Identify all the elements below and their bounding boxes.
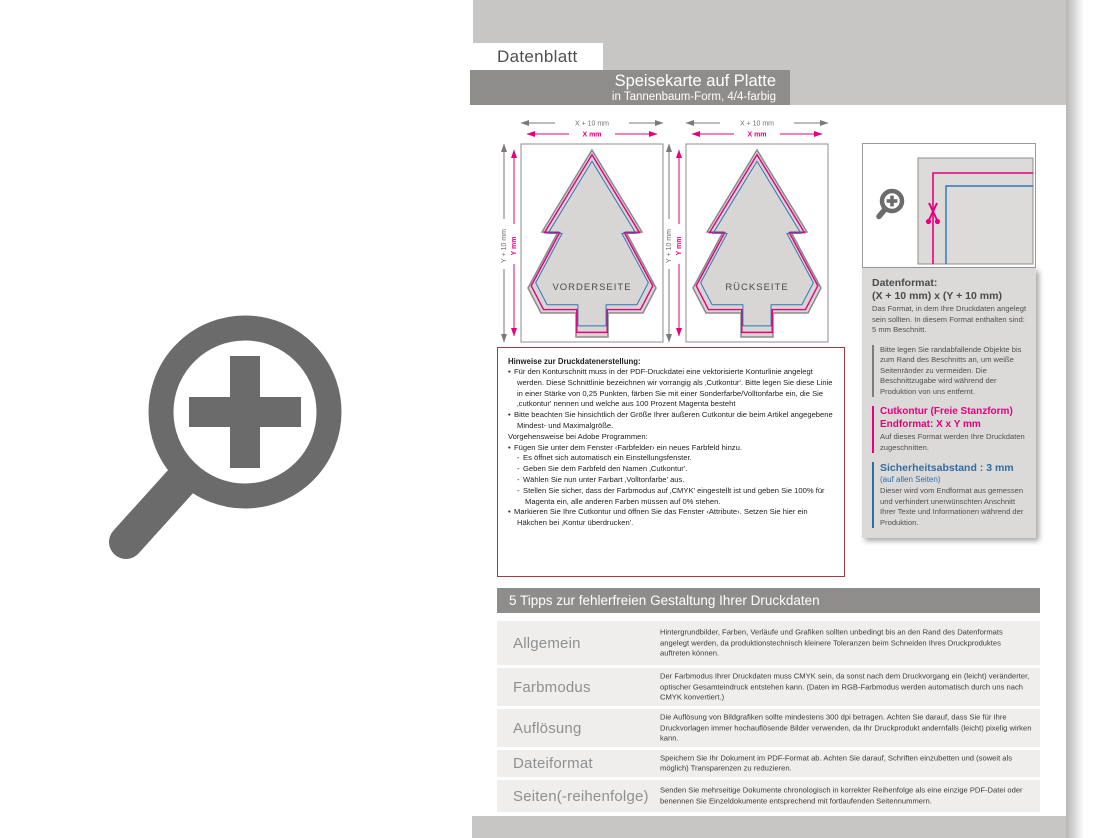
datenformat-formula: (X + 10 mm) x (Y + 10 mm): [872, 290, 1002, 302]
bullet: •: [508, 410, 511, 420]
note-text: Bitte beachten Sie hinsichtlich der Größe Ihrer äußeren Cutkontur die beim Artikel angegebene Mindest- und Maximalgröße.: [514, 410, 833, 430]
tip-row-seitenreihenfolge: [497, 780, 1040, 812]
tip-label: Farbmodus: [513, 678, 591, 696]
notes-title: Hinweise zur Druckdatenerstellung:: [508, 357, 641, 366]
tip-text: Speichern Sie Ihr Dokument im PDF-Format ab. Achten Sie darauf, Schriften einzubetten und (soweit als möglich) Transparenzen zu reduzieren.: [660, 753, 1013, 773]
note-line: [508, 432, 834, 443]
note-text: Wählen Sie nun unter Farbart ‚Volltonfarbe' aus.: [523, 474, 685, 484]
dim-outer-height-label: Y + 10 mm: [666, 229, 673, 263]
tab-datenblatt[interactable]: Datenblatt: [487, 43, 603, 70]
front-diagram: [497, 116, 667, 353]
tip-label: Auflösung: [513, 719, 582, 737]
cutkontur-body: Auf dieses Format werden Ihre Druckdaten zugeschnitten.: [880, 432, 1025, 452]
tip-text: Die Auflösung von Bildgrafiken sollte mindestens 300 dpi betragen. Achten Sie darauf, dass Sie für Ihre Druckvorlagen immer hochauflösende Bilder verwenden, da Ihr Druckprodukt andernfalls (leicht) pixelig wirken kann.: [660, 712, 1032, 743]
tree-shape-front: [528, 150, 656, 337]
tip-label: Dateiformat: [513, 755, 593, 772]
note-text: Stellen Sie sicher, dass der Farbmodus auf ‚CMYK' eingestellt ist und geben Sie 100% für Magenta ein, alle anderen Farben müssen auf 0% stehen.: [523, 485, 825, 506]
note-text: Vorgehensweise bei Adobe Programmen:: [508, 431, 648, 441]
note-line: [508, 410, 834, 432]
tip-row-allgemein: [497, 621, 1040, 665]
note-text: Geben Sie dem Farbfeld den Namen ‚Cutkontur'.: [523, 464, 688, 474]
bullet: •: [508, 442, 511, 452]
bullet: -: [517, 474, 520, 484]
tips-section-header: 5 Tipps zur fehlerfreien Gestaltung Ihrer Druckdaten: [497, 588, 1040, 613]
dim-inner-height-label: Y mm: [511, 236, 518, 256]
bleed-note-section: [872, 345, 1028, 398]
note-line: [508, 453, 834, 464]
note-line: [508, 486, 834, 508]
magnifier-plus-icon: [90, 290, 370, 590]
note-line: [508, 464, 834, 475]
dim-outer-width-label: X + 10 mm: [739, 120, 775, 128]
dim-inner-height-label: Y mm: [676, 236, 683, 256]
datenformat-section: [872, 277, 1028, 336]
corner-detail-box: [862, 143, 1036, 268]
magnifier-plus-icon: [879, 191, 902, 217]
datenformat-title: Datenformat:: [872, 277, 938, 289]
note-text: Es öffnet sich automatisch ein Einstellungsfenster.: [523, 453, 692, 463]
bullet: -: [517, 453, 520, 463]
safety-subtitle: (auf allen Seiten): [880, 475, 941, 484]
tree-shape-back: [693, 150, 821, 337]
safety-section: [872, 462, 1028, 528]
print-data-notes-box: [497, 347, 845, 577]
note-text: Fügen Sie unter dem Fenster ‹Farbfelder› ein neues Farbfeld hinzu.: [514, 442, 742, 452]
page-subtitle: in Tannenbaum-Form, 4/4-farbig: [611, 91, 776, 103]
bullet: -: [517, 464, 520, 474]
footer-bar: [472, 816, 1066, 838]
tip-text: Hintergrundbilder, Farben, Verläufe und Grafiken sollten unbedingt bis an den Rand des Datenformats angelegt werden, da produktionstechnisch kleinere Toleranzen beim Schneiden Ihres Druckproduktes auftreten können.: [660, 627, 1003, 658]
note-line: [508, 367, 834, 410]
bullet: •: [508, 507, 511, 517]
tip-label: Allgemein: [513, 634, 581, 652]
tip-row-farbmodus: [497, 668, 1040, 706]
safety-title: Sicherheitsabstand : 3 mm: [880, 462, 1014, 474]
front-side-label: VORDERSEITE: [552, 282, 632, 293]
header-band: [790, 70, 1066, 105]
cutkontur-subtitle: Endformat: X x Y mm: [880, 418, 981, 430]
datasheet-page: [470, 0, 1066, 838]
page-title: Speisekarte auf Platte: [614, 72, 776, 90]
bullet: •: [508, 367, 511, 376]
back-side-label: RÜCKSEITE: [725, 282, 789, 293]
tip-row-aufloesung: [497, 709, 1040, 747]
dim-outer-width-label: X + 10 mm: [574, 120, 610, 128]
note-line: [508, 443, 834, 454]
note-text: Markieren Sie Ihre Cutkontur und öffnen Sie das Fenster ‹Attribute›. Setzen Sie hier ein Häkchen bei ‚Kontur überdrucken'.: [514, 507, 808, 528]
tip-label: Seiten(-reihenfolge): [513, 787, 649, 805]
datenformat-body: Das Format, in dem Ihre Druckdaten angelegt sein sollten. In diesem Format enthalten sind: 5 mm Beschnitt.: [872, 304, 1027, 334]
note-line: [508, 507, 834, 529]
dim-inner-width-label: X mm: [582, 131, 602, 139]
page-edge-shadow: [1066, 0, 1084, 838]
bleed-note-text: Bitte legen Sie randabfallende Objekte bis zum Rand des Beschnitts an, um weiße Seitenränder zu vermeiden. Die Beschnittzugabe wird während der Produktion von uns entfernt.: [880, 344, 1022, 396]
bullet: -: [517, 485, 520, 495]
cutkontur-section: [872, 406, 1028, 453]
image-zoom-button[interactable]: [90, 290, 370, 590]
note-line: [508, 475, 834, 486]
format-info-panel: [862, 268, 1036, 538]
back-diagram: [662, 116, 832, 353]
product-title-bar: [470, 70, 790, 105]
tip-text: Senden Sie mehrseitige Dokumente chronologisch in korrekter Reihenfolge als eine einzige PDF-Datei oder benennen Sie Einzeldokumente entsprechend mit fortlaufenden Seitennummern.: [660, 785, 1023, 805]
cutkontur-title: Cutkontur (Freie Stanzform): [880, 406, 1013, 417]
tip-text: Der Farbmodus Ihrer Druckdaten muss CMYK sein, da sonst nach dem Druckvorgang ein (leicht) veränderter, optischer Gesamteindruck entstehen kann. (Daten im RGB-Farbmodus werden automatisch durch uns nach CMYK konvertiert.): [660, 671, 1030, 702]
dim-inner-width-label: X mm: [747, 131, 767, 139]
tip-row-dateiformat: [497, 750, 1040, 777]
zoomed-page-corner: [918, 158, 1033, 264]
dim-outer-height-label: Y + 10 mm: [501, 229, 508, 263]
header-band: [473, 0, 1066, 43]
safety-body: Dieser wird vom Endformat aus gemessen und verhindert unerwünschten Anschnitt Ihrer Texte und Informationen während der Produktion.: [880, 486, 1024, 527]
header-band: [593, 43, 1066, 70]
note-text: Für den Konturschnitt muss in der PDF-Druckdatei eine vektorisierte Konturlinie angelegt werden. Diese Schnittlinie bezeichnen wir vorrangig als ‚Cutkontur'. Bitte legen Sie diese Linie in einer Stärke von 0,25 Punkten, färben Sie mit einer Sonderfarbe/Volltonfarbe ein, die Sie ‚cutkontur' nennen und welche aus 100 Prozent Magenta besteht: [514, 367, 833, 409]
